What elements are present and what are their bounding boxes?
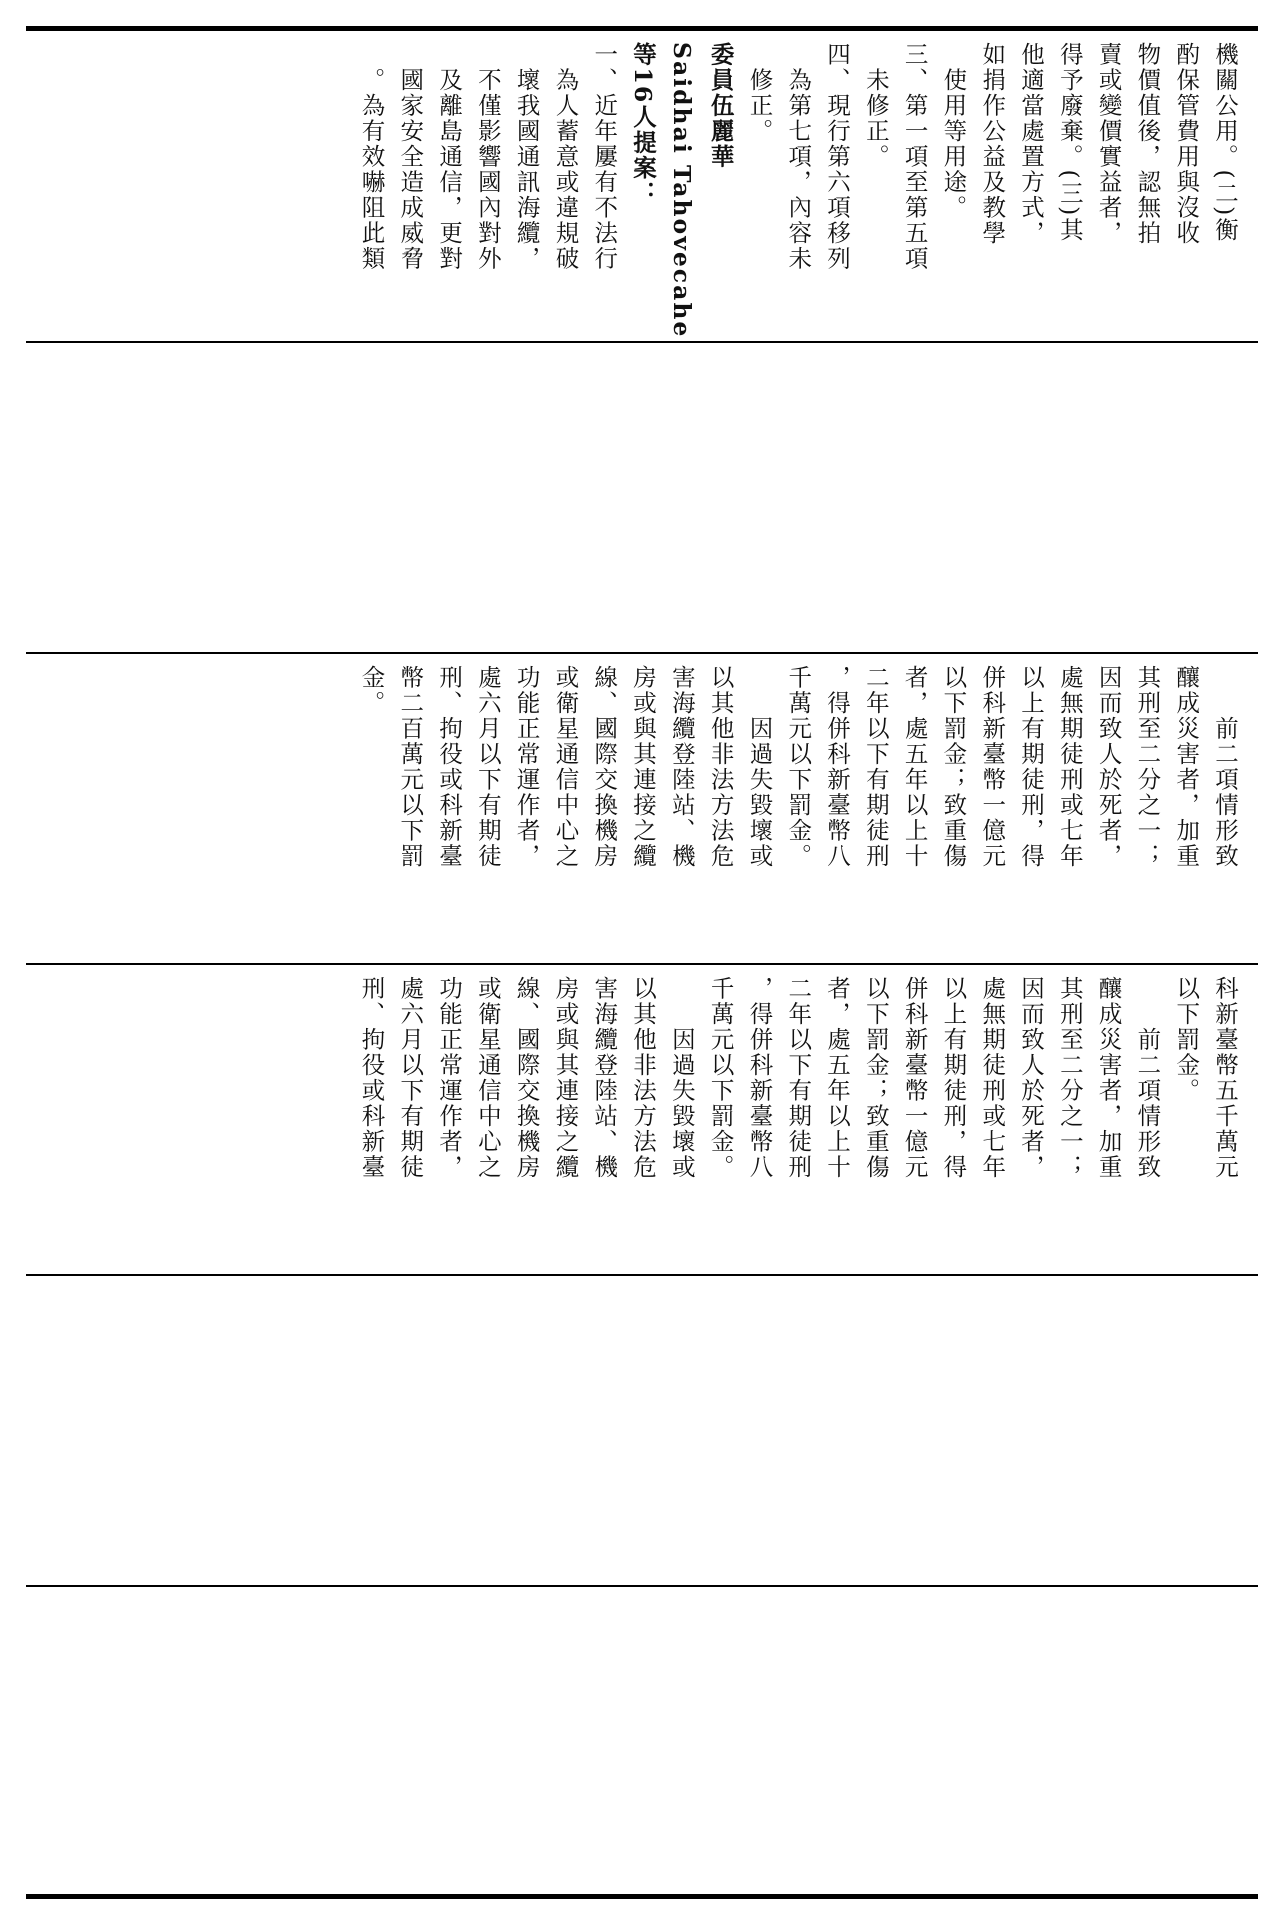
text-line: 房或與其連接之纜 — [629, 665, 658, 869]
section-divider — [26, 1585, 1258, 1587]
section-divider — [26, 1274, 1258, 1276]
text-line: 處六月以下有期徒 — [473, 665, 502, 869]
text-line: 機關公用。(二)衡 — [1211, 42, 1239, 243]
text-line: 以其他非法方法危 — [629, 976, 658, 1180]
text-line: 二年以下有期徒刑 — [861, 665, 890, 869]
text-line: 未修正。 — [861, 42, 890, 170]
text-line: 因而致人於死者， — [1017, 976, 1046, 1180]
text-line: 他適當處置方式， — [1017, 42, 1046, 246]
text-line: 二年以下有期徒刑 — [784, 976, 813, 1180]
text-line: 國家安全造成威脅 — [396, 42, 425, 272]
text-line: 釀成災害者，加重 — [1172, 665, 1201, 869]
text-line: 線、國際交換機房 — [590, 665, 619, 869]
text-line: 其刑至二分之一； — [1133, 665, 1162, 869]
text-line: 前二項情形致 — [1211, 665, 1239, 869]
text-line: 不僅影響國內對外 — [473, 42, 502, 272]
text-line: 等16人提案： — [629, 42, 658, 207]
current-article-section — [26, 966, 1258, 1273]
text-line: 以下罰金；致重傷 — [939, 665, 968, 869]
text-line: 併科新臺幣一億元 — [978, 665, 1007, 869]
text-line: 害海纜登陸站、機 — [667, 665, 696, 869]
text-line: 三、第一項至第五項 — [900, 42, 929, 272]
text-line: 線、國際交換機房 — [512, 976, 541, 1180]
text-line: 其刑至二分之一； — [1055, 976, 1084, 1180]
text-line: 委員伍麗華 — [706, 42, 735, 170]
text-line: 為第七項，內容未 — [784, 42, 813, 272]
text-line: 或衛星通信中心之 — [551, 665, 580, 869]
text-line: 千萬元以下罰金。 — [784, 665, 813, 869]
text-line: 幣二百萬元以下罰 — [396, 665, 425, 869]
text-line: 如捐作公益及教學 — [978, 42, 1007, 246]
text-line: 併科新臺幣一億元 — [900, 976, 929, 1180]
text-line: 者，處五年以上十 — [823, 976, 852, 1180]
text-line: 或衛星通信中心之 — [473, 976, 502, 1180]
text-line: 刑、拘役或科新臺 — [435, 665, 464, 869]
text-line: 因過失毀壞或 — [745, 665, 774, 869]
section-divider — [26, 341, 1258, 343]
text-line: 因而致人於死者， — [1094, 665, 1123, 869]
text-line: ，得併科新臺幣八 — [745, 976, 774, 1180]
bottom-border-rule — [26, 1894, 1258, 1899]
text-line: 者，處五年以上十 — [900, 665, 929, 869]
section-divider — [26, 652, 1258, 654]
text-line: 以下罰金；致重傷 — [861, 976, 890, 1180]
text-line: 功能正常運作者， — [435, 976, 464, 1180]
text-line: 釀成災害者，加重 — [1094, 976, 1123, 1180]
text-line: 。為有效嚇阻此類 — [357, 42, 386, 272]
text-line: 以其他非法方法危 — [706, 665, 735, 869]
current-article-columns — [352, 976, 1244, 1180]
text-line: 以下罰金。 — [1172, 976, 1201, 1104]
text-line: 害海纜登陸站、機 — [590, 976, 619, 1180]
text-line: 以上有期徒刑，得 — [939, 976, 968, 1180]
text-line: 因過失毀壞或 — [667, 976, 696, 1180]
text-line: 處無期徒刑或七年 — [1055, 665, 1084, 869]
text-line: 壞我國通訊海纜， — [512, 42, 541, 272]
explanation-section — [26, 32, 1258, 339]
text-line: 為人蓄意或違規破 — [551, 42, 580, 272]
text-line: 處無期徒刑或七年 — [978, 976, 1007, 1180]
text-line: 修正。 — [745, 42, 774, 144]
text-line: 及離島通信，更對 — [435, 42, 464, 272]
text-line: 刑、拘役或科新臺 — [357, 976, 386, 1180]
top-border-rule — [26, 26, 1258, 31]
text-line: 前二項情形致 — [1133, 976, 1162, 1180]
text-line: 功能正常運作者， — [512, 665, 541, 869]
text-line: 酌保管費用與沒收 — [1172, 42, 1201, 246]
text-line: ，得併科新臺幣八 — [823, 665, 852, 869]
section-divider — [26, 963, 1258, 965]
text-line: 得予廢棄。(三)其 — [1055, 42, 1084, 243]
text-line: 一、近年屢有不法行 — [590, 42, 619, 272]
text-line: 四、現行第六項移列 — [823, 42, 852, 272]
text-line: 以上有期徒刑，得 — [1017, 665, 1046, 869]
proposed-article-columns — [352, 665, 1244, 869]
text-line: 千萬元以下罰金。 — [706, 976, 735, 1180]
text-line: Saidhai Tahovecahe — [667, 42, 696, 339]
proposed-article-section — [26, 655, 1258, 963]
text-line: 房或與其連接之纜 — [551, 976, 580, 1180]
text-line: 科新臺幣五千萬元 — [1211, 976, 1239, 1180]
text-line: 金。 — [357, 665, 386, 716]
text-line: 物價值後，認無拍 — [1133, 42, 1162, 246]
explanation-columns — [352, 42, 1244, 338]
text-line: 賣或變價實益者， — [1094, 42, 1123, 246]
text-line: 使用等用途。 — [939, 42, 968, 221]
text-line: 處六月以下有期徒 — [396, 976, 425, 1180]
